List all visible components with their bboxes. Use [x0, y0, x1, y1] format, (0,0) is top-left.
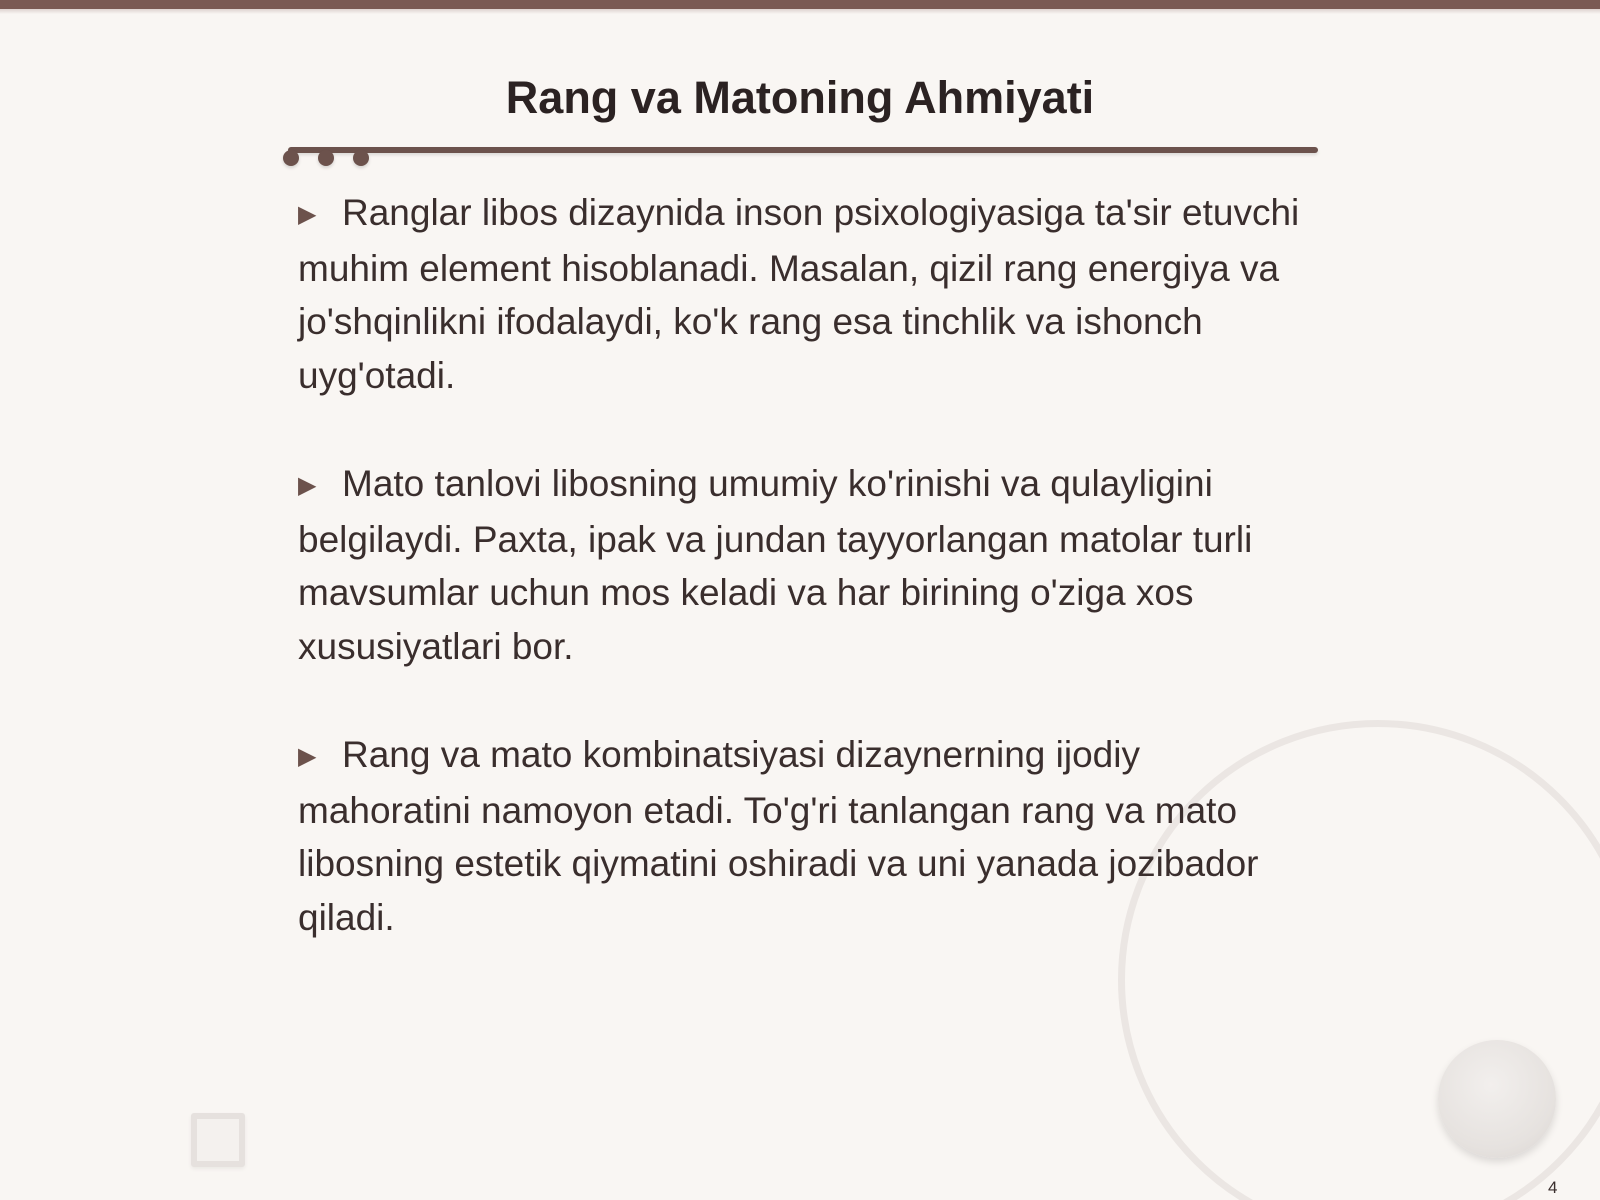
underline-dot [353, 150, 369, 166]
bullet-list [298, 186, 1308, 999]
bullet-text: Mato tanlovi libosning umumiy ko'rinishi va qulayligini belgilaydi. Paxta, ipak va jundan tayyorlangan matolar turli mavsumlar uchun mos keladi va har birining o'ziga xos xususiyatlari bor. [298, 463, 1253, 667]
triangle-bullet-icon: ▶ [298, 472, 317, 499]
bullet-item [298, 457, 1308, 673]
decorative-square [191, 1113, 245, 1167]
bullet-item [298, 186, 1308, 402]
bullet-text: Ranglar libos dizaynida inson psixologiyasiga ta'sir etuvchi muhim element hisoblanadi. Masalan, qizil rang energiya va jo'shqinlikni ifodalaydi, ko'k rang esa tinchlik va ishonch uyg'otadi. [298, 192, 1300, 396]
underline-dot [318, 150, 334, 166]
bullet-text: Rang va mato kombinatsiyasi dizaynerning ijodiy mahoratini namoyon etadi. To'g'ri tanlangan rang va mato libosning estetik qiymatini oshiradi va uni yanada jozibador qiladi. [298, 734, 1259, 938]
decorative-disc [1438, 1040, 1556, 1158]
page-number: 4 [1548, 1178, 1558, 1197]
triangle-bullet-icon: ▶ [298, 743, 317, 770]
slide-title: Rang va Matoning Ahmiyati [505, 72, 1095, 123]
underline-dot [283, 150, 299, 166]
top-accent-shadow [0, 9, 1600, 14]
bullet-item [298, 728, 1308, 944]
triangle-bullet-icon: ▶ [298, 201, 317, 228]
top-accent-bar [0, 0, 1600, 9]
title-underline [288, 147, 1318, 153]
